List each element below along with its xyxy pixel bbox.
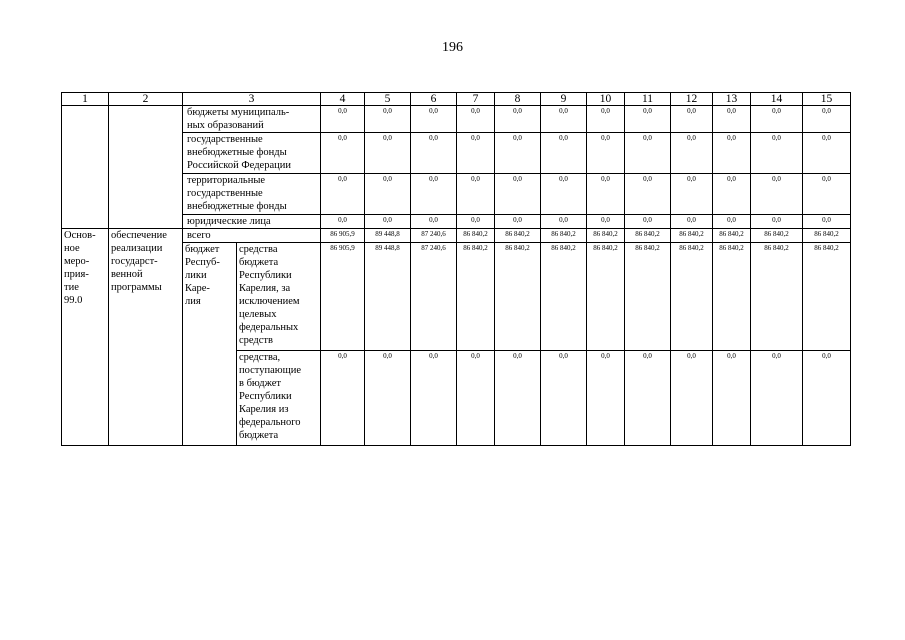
page-number: 196 <box>442 40 463 55</box>
header-cell: 11 <box>625 93 671 106</box>
value-cell: 0,0 <box>803 106 851 133</box>
value-cell: 0,0 <box>625 351 671 446</box>
value-cell: 0,0 <box>751 215 803 229</box>
value-cell: 0,0 <box>625 106 671 133</box>
value-cell: 86 840,2 <box>541 243 587 351</box>
value-cell: 0,0 <box>587 133 625 174</box>
value-cell: 86 840,2 <box>457 229 495 243</box>
header-cell: 5 <box>365 93 411 106</box>
header-cell: 7 <box>457 93 495 106</box>
value-cell: 0,0 <box>495 215 541 229</box>
value-cell: 0,0 <box>803 133 851 174</box>
value-cell: 86 840,2 <box>625 243 671 351</box>
value-cell: 0,0 <box>411 106 457 133</box>
value-cell: 0,0 <box>411 133 457 174</box>
header-cell: 13 <box>713 93 751 106</box>
value-cell: 0,0 <box>495 174 541 215</box>
value-cell: 0,0 <box>587 215 625 229</box>
source-label: всего <box>183 229 321 243</box>
header-cell: 6 <box>411 93 457 106</box>
value-cell: 0,0 <box>671 351 713 446</box>
value-cell: 0,0 <box>751 351 803 446</box>
blank-cell <box>62 106 109 229</box>
header-cell: 9 <box>541 93 587 106</box>
value-cell: 0,0 <box>713 106 751 133</box>
source-label: средства, поступающие в бюджет Республики Карелия из федерального бюджета <box>237 351 321 446</box>
value-cell: 0,0 <box>751 106 803 133</box>
value-cell: 0,0 <box>803 351 851 446</box>
header-cell: 14 <box>751 93 803 106</box>
value-cell: 86 840,2 <box>713 229 751 243</box>
value-cell: 0,0 <box>457 174 495 215</box>
value-cell: 0,0 <box>671 106 713 133</box>
value-cell: 0,0 <box>713 215 751 229</box>
value-cell: 0,0 <box>587 106 625 133</box>
budget-label: бюджет Респуб- лики Каре- лия <box>183 243 237 446</box>
value-cell: 86 840,2 <box>751 243 803 351</box>
value-cell: 0,0 <box>541 106 587 133</box>
value-cell: 86 840,2 <box>803 229 851 243</box>
value-cell: 0,0 <box>803 215 851 229</box>
value-cell: 0,0 <box>321 133 365 174</box>
source-label: территориальные государственные внебюджетные фонды <box>183 174 321 215</box>
value-cell: 0,0 <box>411 174 457 215</box>
header-cell: 2 <box>109 93 183 106</box>
value-cell: 0,0 <box>411 215 457 229</box>
value-cell: 86 840,2 <box>625 229 671 243</box>
value-cell: 86 840,2 <box>803 243 851 351</box>
value-cell: 0,0 <box>625 174 671 215</box>
header-cell: 8 <box>495 93 541 106</box>
value-cell: 0,0 <box>541 351 587 446</box>
value-cell: 0,0 <box>713 133 751 174</box>
table-row <box>62 229 851 243</box>
value-cell: 0,0 <box>713 174 751 215</box>
value-cell: 86 840,2 <box>457 243 495 351</box>
value-cell: 0,0 <box>495 133 541 174</box>
value-cell: 86 840,2 <box>751 229 803 243</box>
header-cell: 10 <box>587 93 625 106</box>
value-cell: 0,0 <box>321 215 365 229</box>
value-cell: 89 448,8 <box>365 243 411 351</box>
value-cell: 0,0 <box>671 215 713 229</box>
value-cell: 0,0 <box>411 351 457 446</box>
source-label: бюджеты муниципаль- ных образований <box>183 106 321 133</box>
value-cell: 0,0 <box>321 174 365 215</box>
value-cell: 0,0 <box>365 351 411 446</box>
value-cell: 0,0 <box>803 174 851 215</box>
value-cell: 87 240,6 <box>411 243 457 351</box>
value-cell: 0,0 <box>751 133 803 174</box>
value-cell: 0,0 <box>587 174 625 215</box>
header-cell: 15 <box>803 93 851 106</box>
source-label: государственные внебюджетные фонды Российской Федерации <box>183 133 321 174</box>
value-cell: 86 840,2 <box>587 243 625 351</box>
value-cell: 86 905,9 <box>321 243 365 351</box>
value-cell: 0,0 <box>365 106 411 133</box>
source-label: юридические лица <box>183 215 321 229</box>
value-cell: 0,0 <box>495 351 541 446</box>
value-cell: 0,0 <box>495 106 541 133</box>
header-cell: 4 <box>321 93 365 106</box>
value-cell: 0,0 <box>457 133 495 174</box>
value-cell: 0,0 <box>321 351 365 446</box>
value-cell: 0,0 <box>457 351 495 446</box>
activity-code: Основ- ное меро- прия- тие 99.0 <box>62 229 109 446</box>
value-cell: 0,0 <box>365 133 411 174</box>
value-cell: 86 840,2 <box>713 243 751 351</box>
value-cell: 0,0 <box>587 351 625 446</box>
budget-table <box>61 92 851 446</box>
value-cell: 86 840,2 <box>671 229 713 243</box>
value-cell: 87 240,6 <box>411 229 457 243</box>
value-cell: 89 448,8 <box>365 229 411 243</box>
value-cell: 86 905,9 <box>321 229 365 243</box>
value-cell: 0,0 <box>541 133 587 174</box>
header-cell: 1 <box>62 93 109 106</box>
activity-name: обеспечение реализации государст- венной программы <box>109 229 183 446</box>
value-cell: 0,0 <box>365 174 411 215</box>
value-cell: 0,0 <box>625 133 671 174</box>
value-cell: 0,0 <box>541 215 587 229</box>
header-row <box>62 93 851 106</box>
value-cell: 86 840,2 <box>587 229 625 243</box>
value-cell: 86 840,2 <box>495 229 541 243</box>
value-cell: 86 840,2 <box>541 229 587 243</box>
value-cell: 0,0 <box>751 174 803 215</box>
header-cell: 3 <box>183 93 321 106</box>
value-cell: 86 840,2 <box>495 243 541 351</box>
value-cell: 0,0 <box>321 106 365 133</box>
value-cell: 0,0 <box>365 215 411 229</box>
value-cell: 86 840,2 <box>671 243 713 351</box>
blank-cell <box>109 106 183 229</box>
value-cell: 0,0 <box>671 174 713 215</box>
table-row <box>62 106 851 133</box>
value-cell: 0,0 <box>457 215 495 229</box>
header-cell: 12 <box>671 93 713 106</box>
value-cell: 0,0 <box>671 133 713 174</box>
value-cell: 0,0 <box>457 106 495 133</box>
source-label: средства бюджета Республики Карелия, за исключением целевых федеральных средств <box>237 243 321 351</box>
value-cell: 0,0 <box>625 215 671 229</box>
value-cell: 0,0 <box>541 174 587 215</box>
value-cell: 0,0 <box>713 351 751 446</box>
